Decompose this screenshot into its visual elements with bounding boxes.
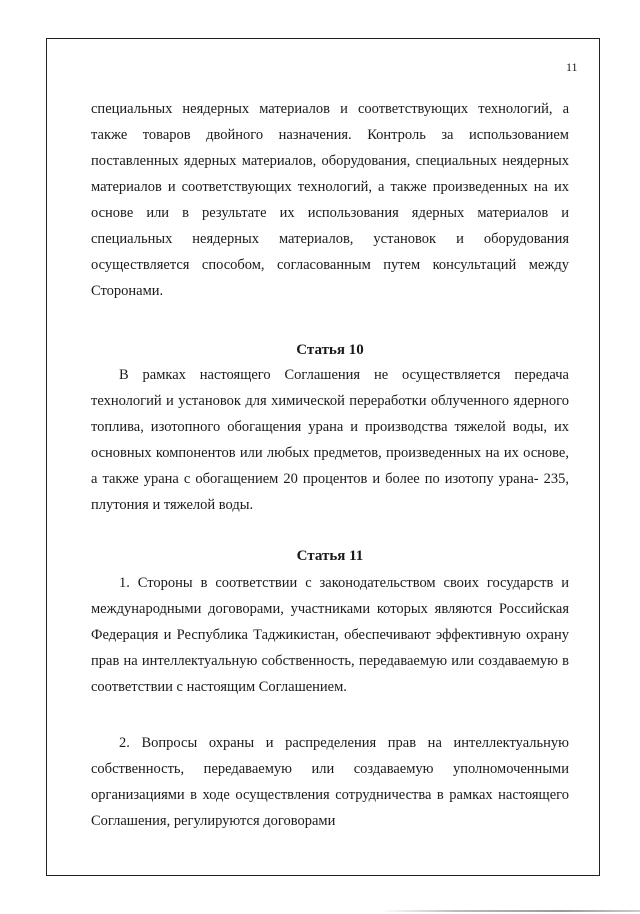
article-11-item-1: 1. Стороны в соответствии с законодательством своих государств и международными договорами, участниками которых являются Российская Федерация и Республика Таджикистан, обеспечивают эффективную охрану прав на интеллектуальную собственность, передаваемую или создаваемую в соответствии с настоящим Соглашением.: [91, 575, 569, 695]
article-11-heading: Статья 11: [296, 548, 364, 564]
article-10-heading: Статья 10: [296, 342, 364, 358]
paragraph-control: специальных неядерных материалов и соответствующих технологий, а также товаров двойного назначения. Контроль за использованием поставленных ядерных материалов, оборудования, специальных неядерных материалов и соответствующих технологий, а также произведенных на их основе или в результате их использования ядерных материалов и специальных неядерных материалов, установок и оборудования осуществляется способом, согласованным путем консультаций между Сторонами.: [91, 101, 569, 299]
article-10-text: В рамках настоящего Соглашения не осуществляется передача технологий и установок для химической переработки облученного ядерного топлива, изотопного обогащения урана и производства тяжелой воды, их основных компонентов или любых предметов, произведенных на их основе, а также урана с обогащением 20 процентов и более по изотопу урана- 235, плутония и тяжелой воды.: [91, 367, 569, 513]
page-number: 11: [566, 60, 578, 74]
scan-edge-mark: [380, 910, 640, 912]
article-11-item-2: 2. Вопросы охраны и распределения прав на интеллектуальную собственность, передаваемую или создаваемую уполномоченными организациями в ходе осуществления сотрудничества в рамках настоящего Соглашения, регулируются договорами: [91, 735, 569, 829]
